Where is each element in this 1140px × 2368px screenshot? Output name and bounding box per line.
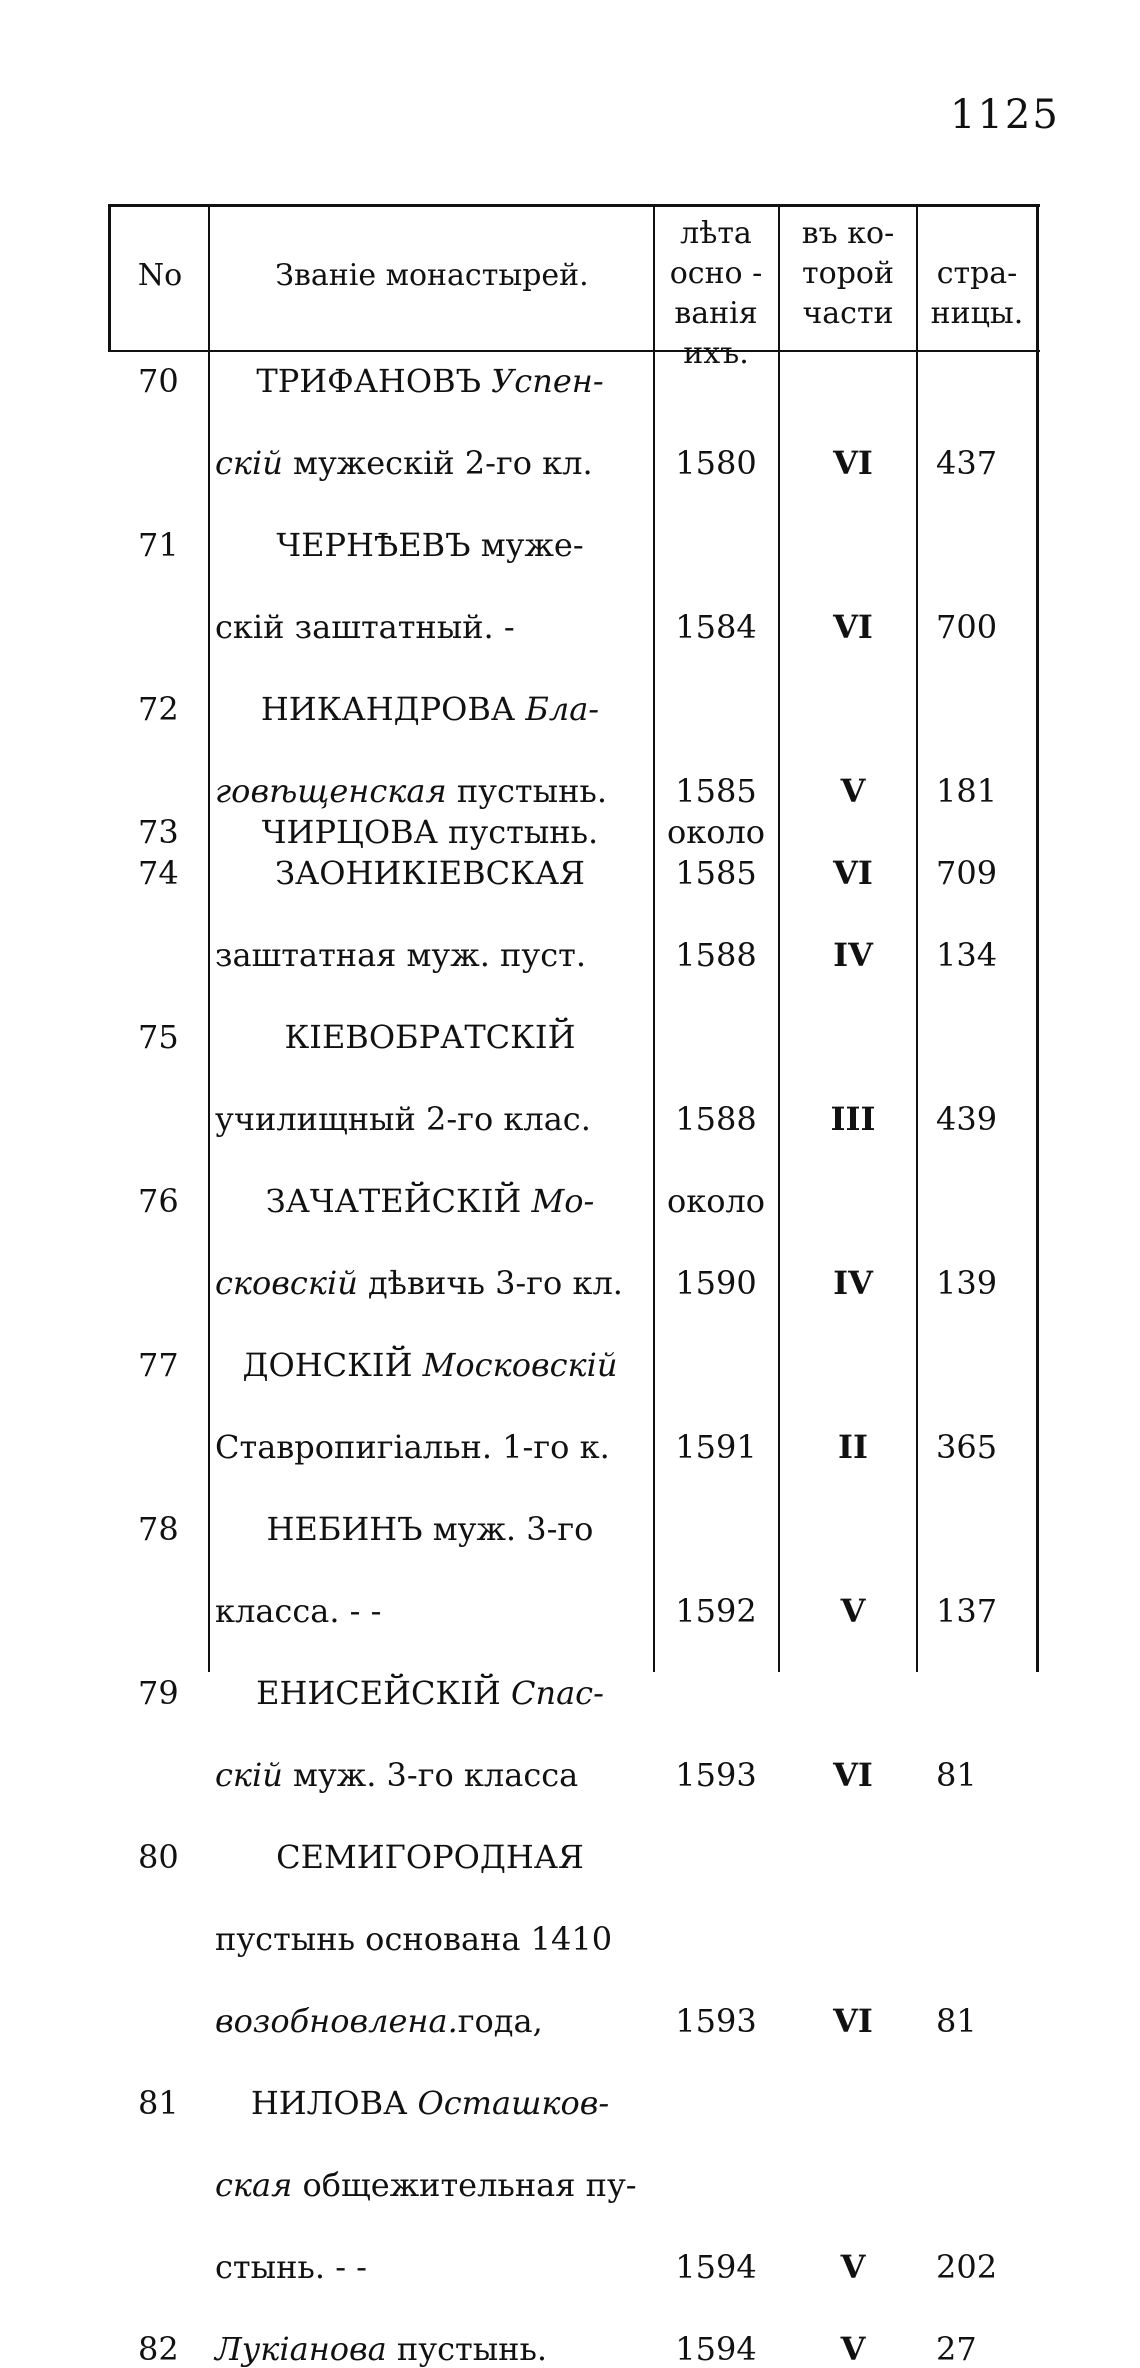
row-name-line [215,2330,645,2368]
name-italic: Московскій [422,1346,618,1384]
name-caps: ЧИРЦОВА [261,813,438,851]
name-caps: ЗАОНИКІЕВСКАЯ [275,854,585,892]
name-text: общежительная пу- [292,2166,637,2204]
row-page: 365 [936,1428,998,1466]
row-name-line [215,1920,645,1958]
row-name-line [215,1674,645,1712]
row-page: 437 [936,444,998,482]
name-caps: КІЕВОБРАТСКІЙ [284,1018,576,1056]
row-page: 134 [936,936,998,974]
row-page: 700 [936,608,998,646]
row-page: 709 [936,854,998,892]
page-number: 1125 [950,92,1060,138]
col-no-rule [208,204,210,1672]
row-page: 439 [936,1100,998,1138]
row-name-line [215,1018,645,1056]
row-part: V [840,2248,866,2286]
row-year: 1593 [675,2002,757,2040]
row-year: 1588 [675,936,757,974]
header-bottom-rule [108,350,1040,352]
row-page: 81 [936,2002,977,2040]
name-italic: скій [215,1756,283,1794]
row-number: 75 [138,1018,179,1056]
name-caps: НЕБИНЪ [266,1510,423,1548]
row-year: 1585 [675,854,757,892]
row-name-line [215,1100,645,1138]
name-italic: Спас- [510,1674,604,1712]
name-text: училищный 2-го клас. [215,1100,591,1138]
row-part: III [830,1100,876,1138]
name-text: Ставропигіальн. 1-го к. [215,1428,610,1466]
name-caps: ТРИФАНОВЪ [256,362,492,400]
row-number: 80 [138,1838,179,1876]
row-number: 70 [138,362,179,400]
row-name-line [215,1182,645,1220]
col-name-rule [653,204,655,1672]
name-text: муж. 3-го класса [282,1756,579,1794]
row-part: VI [833,2002,873,2040]
row-year-note: около [666,1182,766,1220]
row-name-line [215,1264,645,1302]
name-italic: Успен- [491,362,604,400]
header-part: въ ко- торой части [801,216,895,331]
top-rule [108,204,1040,207]
col-part-rule [916,204,918,1672]
row-number: 81 [138,2084,179,2122]
name-italic: Осташков- [417,2084,610,2122]
name-italic: ская [215,2166,293,2204]
header-name: Званіе монастырей. [275,258,589,293]
header-no: No [137,258,183,293]
name-text: стынь. - - [215,2248,367,2286]
left-rule [108,204,111,350]
row-name-line [215,2084,645,2122]
row-part: VI [833,854,873,892]
name-text: муже- [470,526,584,564]
name-text: дѣвичь 3-го кл. [357,1264,623,1302]
name-caps: ЕНИСЕЙСКІЙ [256,1674,511,1712]
name-italic: скій [215,444,283,482]
name-text: пустынь. [446,772,607,810]
row-number: 79 [138,1674,179,1712]
row-part: II [838,1428,868,1466]
header-year: лѣта осно - ванія ихъ. [669,216,763,371]
name-italic: Лукіанова [215,2330,387,2368]
row-year: 1590 [675,1264,757,1302]
row-page: 181 [936,772,998,810]
row-name-line [215,854,645,892]
row-part: IV [833,936,873,974]
row-part: IV [833,1264,873,1302]
name-caps: ЗАЧАТЕЙСКІЙ [265,1182,532,1220]
name-text: класса. - - [215,1592,382,1630]
row-page: 139 [936,1264,998,1302]
row-year: 1585 [675,772,757,810]
row-name-line [215,1756,645,1794]
row-name-line [215,813,645,851]
row-year: 1580 [675,444,757,482]
row-name-line [215,1510,645,1548]
row-page: 137 [936,1592,998,1630]
row-part: VI [833,608,873,646]
row-name-line [215,608,645,646]
row-name-line [215,362,645,400]
name-italic: говѣщенская [215,772,447,810]
row-part: VI [833,1756,873,1794]
name-italic: сковскій [215,1264,358,1302]
row-number: 74 [138,854,179,892]
name-caps: НИКАНДРОВА [260,690,526,728]
name-text: скій заштатный. - [215,608,515,646]
row-year: 1593 [675,1756,757,1794]
name-italic: Мо- [531,1182,595,1220]
row-year: 1592 [675,1592,757,1630]
row-name-line [215,2248,645,2286]
row-number: 82 [138,2330,179,2368]
header-page: стра- ницы. [930,256,1024,331]
name-caps: СЕМИГОРОДНАЯ [276,1838,584,1876]
row-name-line [215,1592,645,1630]
row-year: 1594 [675,2248,757,2286]
row-name-line [215,1428,645,1466]
row-number: 78 [138,1510,179,1548]
row-name-line [215,936,645,974]
monastery-table [108,204,1040,2368]
row-number: 72 [138,690,179,728]
row-number: 73 [138,813,179,851]
name-text: пустынь. [437,813,599,851]
row-name-line [215,690,645,728]
row-number: 77 [138,1346,179,1384]
row-part: V [840,1592,866,1630]
name-italic: Бла- [525,690,600,728]
name-text: мужескій 2-го кл. [282,444,593,482]
col-year-rule [778,204,780,1672]
row-name-line [215,526,645,564]
row-year: 1594 [675,2330,757,2368]
name-text: муж. 3-го [422,1510,594,1548]
row-year: 1591 [675,1428,757,1466]
row-year: 1584 [675,608,757,646]
row-page: 27 [936,2330,977,2368]
name-text: заштатная муж. пуст. [215,936,586,974]
name-caps: ЧЕРНѢЕВЪ [276,526,471,564]
row-page: 202 [936,2248,998,2286]
row-name-line [215,444,645,482]
name-italic: возобновлена. [215,2002,458,2040]
row-year: около [666,813,766,851]
name-caps: ДОНСКІЙ [242,1346,423,1384]
row-name-line [215,1346,645,1384]
row-number: 71 [138,526,179,564]
row-page: 81 [936,1756,977,1794]
row-name-line [215,772,645,810]
name-text: года, [457,2002,543,2040]
row-year: 1588 [675,1100,757,1138]
row-number: 76 [138,1182,179,1220]
name-caps: НИЛОВА [250,2084,418,2122]
row-part: V [840,772,866,810]
name-text: пустынь. [386,2330,548,2368]
row-name-line [215,2166,645,2204]
row-name-line [215,2002,645,2040]
name-text: пустынь основана 1410 [215,1920,613,1958]
row-part: V [840,2330,866,2368]
row-part: VI [833,444,873,482]
